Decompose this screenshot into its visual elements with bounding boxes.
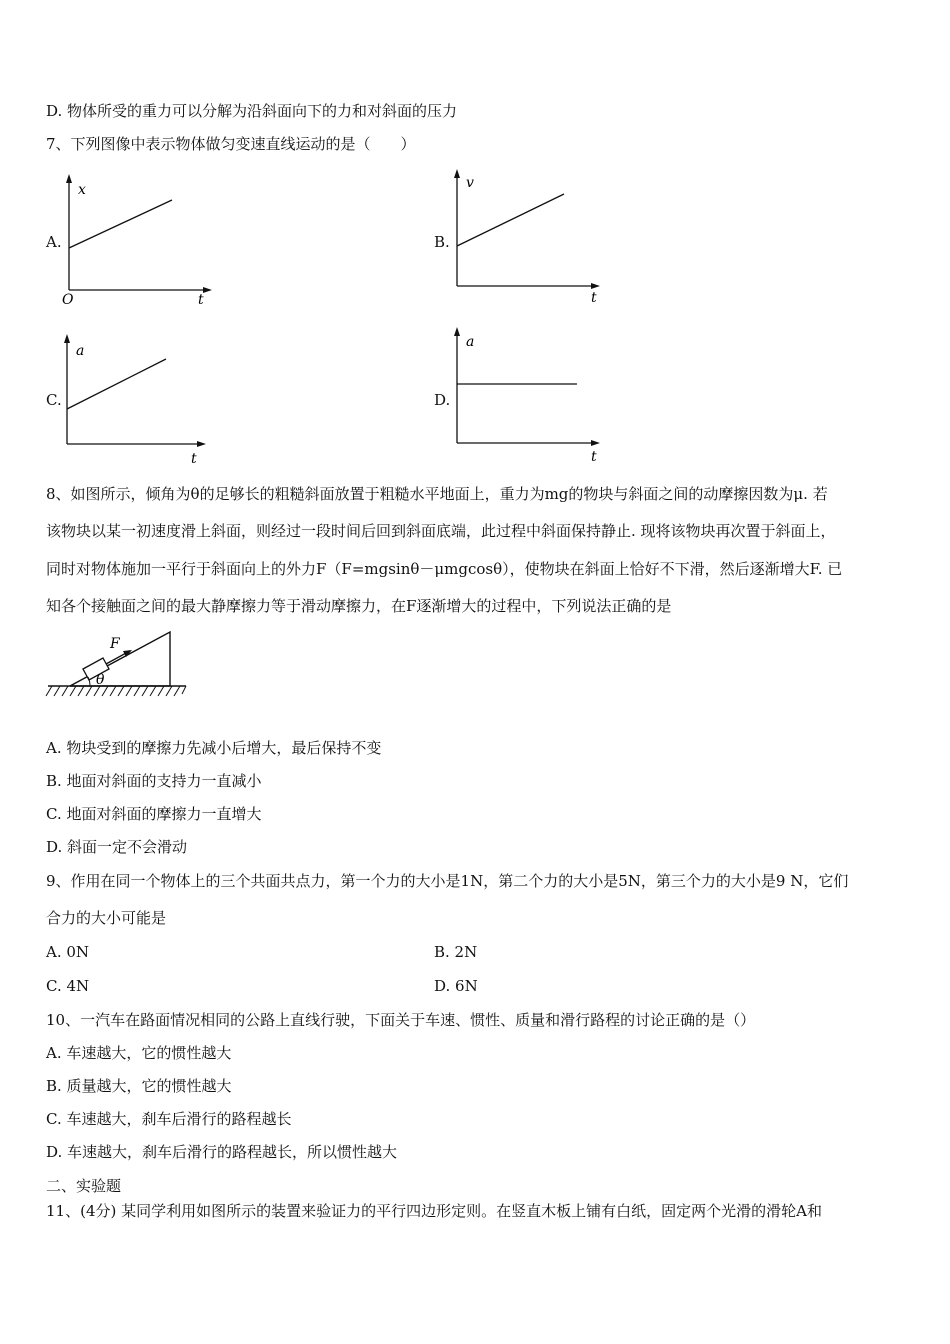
x-axis-arrow: [591, 440, 600, 446]
q7-stem: 7、下列图像中表示物体做匀变速直线运动的是（ ）: [46, 135, 416, 153]
q9-option-b: B. 2N: [434, 943, 478, 961]
q11-stem: 11、(4分) 某同学利用如图所示的装置来验证力的平行四边形定则。在竖直木板上铺有白纸，固定两个光滑的滑轮A和: [46, 1202, 822, 1220]
q7-graph-d-label: D.: [434, 391, 451, 409]
y-axis-label: a: [76, 343, 85, 359]
q7-graph-a: [58, 172, 218, 312]
incline-wedge: [70, 632, 170, 686]
x-axis-label: t: [591, 449, 597, 463]
y-axis-arrow: [66, 174, 72, 183]
q8-option-b: B. 地面对斜面的支持力一直减小: [46, 772, 262, 790]
a-t-line: [67, 359, 166, 409]
q8-stem-line3: 同时对物体施加一平行于斜面向上的外力F（F=mgsinθ－μmgcosθ），使物块在斜面上恰好不下滑，然后逐渐增大F. 已: [46, 560, 843, 578]
angle-label: θ: [96, 672, 105, 688]
q7-graph-c: [56, 330, 216, 470]
origin-label: O: [62, 292, 74, 308]
q9-stem-line2: 合力的大小可能是: [46, 909, 167, 927]
q10-option-c: C. 车速越大，刹车后滑行的路程越长: [46, 1110, 292, 1128]
q7-graph-d: [446, 323, 606, 463]
q7-graph-a-label: A.: [46, 233, 62, 251]
q10-stem: 10、一汽车在路面情况相同的公路上直线行驶，下面关于车速、惯性、质量和滑行路程的讨论正确的是（）: [46, 1011, 756, 1029]
x-axis-label: t: [198, 292, 204, 308]
y-axis-arrow: [454, 169, 460, 178]
q9-option-d: D. 6N: [434, 977, 478, 995]
x-t-line: [69, 200, 172, 248]
x-axis-label: t: [591, 290, 597, 305]
force-label: F: [110, 636, 120, 652]
y-axis-arrow: [64, 334, 70, 343]
q7-graph-c-label: C.: [46, 391, 62, 409]
x-axis-label: t: [191, 451, 197, 467]
q9-option-c: C. 4N: [46, 977, 90, 995]
v-t-line: [457, 194, 564, 246]
y-axis-label: v: [466, 175, 474, 191]
q9-option-a: A. 0N: [46, 943, 90, 961]
y-axis-arrow: [454, 327, 460, 336]
q8-stem-line4: 知各个接触面之间的最大静摩擦力等于滑动摩擦力，在F逐渐增大的过程中，下列说法正确的是: [46, 597, 672, 615]
q9-stem-line1: 9、作用在同一个物体上的三个共面共点力，第一个力的大小是1N，第二个力的大小是5N，第三个力的大小是9 N，它们: [46, 872, 849, 890]
q8-stem-line2: 该物块以某一初速度滑上斜面，则经过一段时间后回到斜面底端，此过程中斜面保持静止. 现将该物块再次置于斜面上，: [46, 522, 836, 540]
q8-incline-figure: [44, 628, 194, 704]
q8-option-c: C. 地面对斜面的摩擦力一直增大: [46, 805, 262, 823]
q10-option-d: D. 车速越大，刹车后滑行的路程越长，所以惯性越大: [46, 1143, 398, 1161]
q8-option-a: A. 物块受到的摩擦力先减小后增大，最后保持不变: [46, 739, 382, 757]
q8-stem-line1: 8、如图所示，倾角为θ的足够长的粗糙斜面放置于粗糙水平地面上，重力为mg的物块与斜面之间的动摩擦因数为μ. 若: [46, 485, 828, 503]
q7-graph-b: [446, 165, 606, 305]
ground-hatching: [46, 686, 186, 696]
q10-option-b: B. 质量越大，它的惯性越大: [46, 1077, 232, 1095]
y-axis-label: a: [466, 334, 475, 350]
x-axis-arrow: [197, 441, 206, 447]
section-title: 二、实验题: [46, 1177, 122, 1195]
q7-graph-b-label: B.: [434, 233, 450, 251]
q6-option-d: D. 物体所受的重力可以分解为沿斜面向下的力和对斜面的压力: [46, 102, 458, 120]
q10-option-a: A. 车速越大，它的惯性越大: [46, 1044, 232, 1062]
x-axis-arrow: [591, 283, 600, 289]
q8-option-d: D. 斜面一定不会滑动: [46, 838, 188, 856]
y-axis-label: x: [78, 182, 86, 198]
x-axis-arrow: [203, 287, 212, 293]
